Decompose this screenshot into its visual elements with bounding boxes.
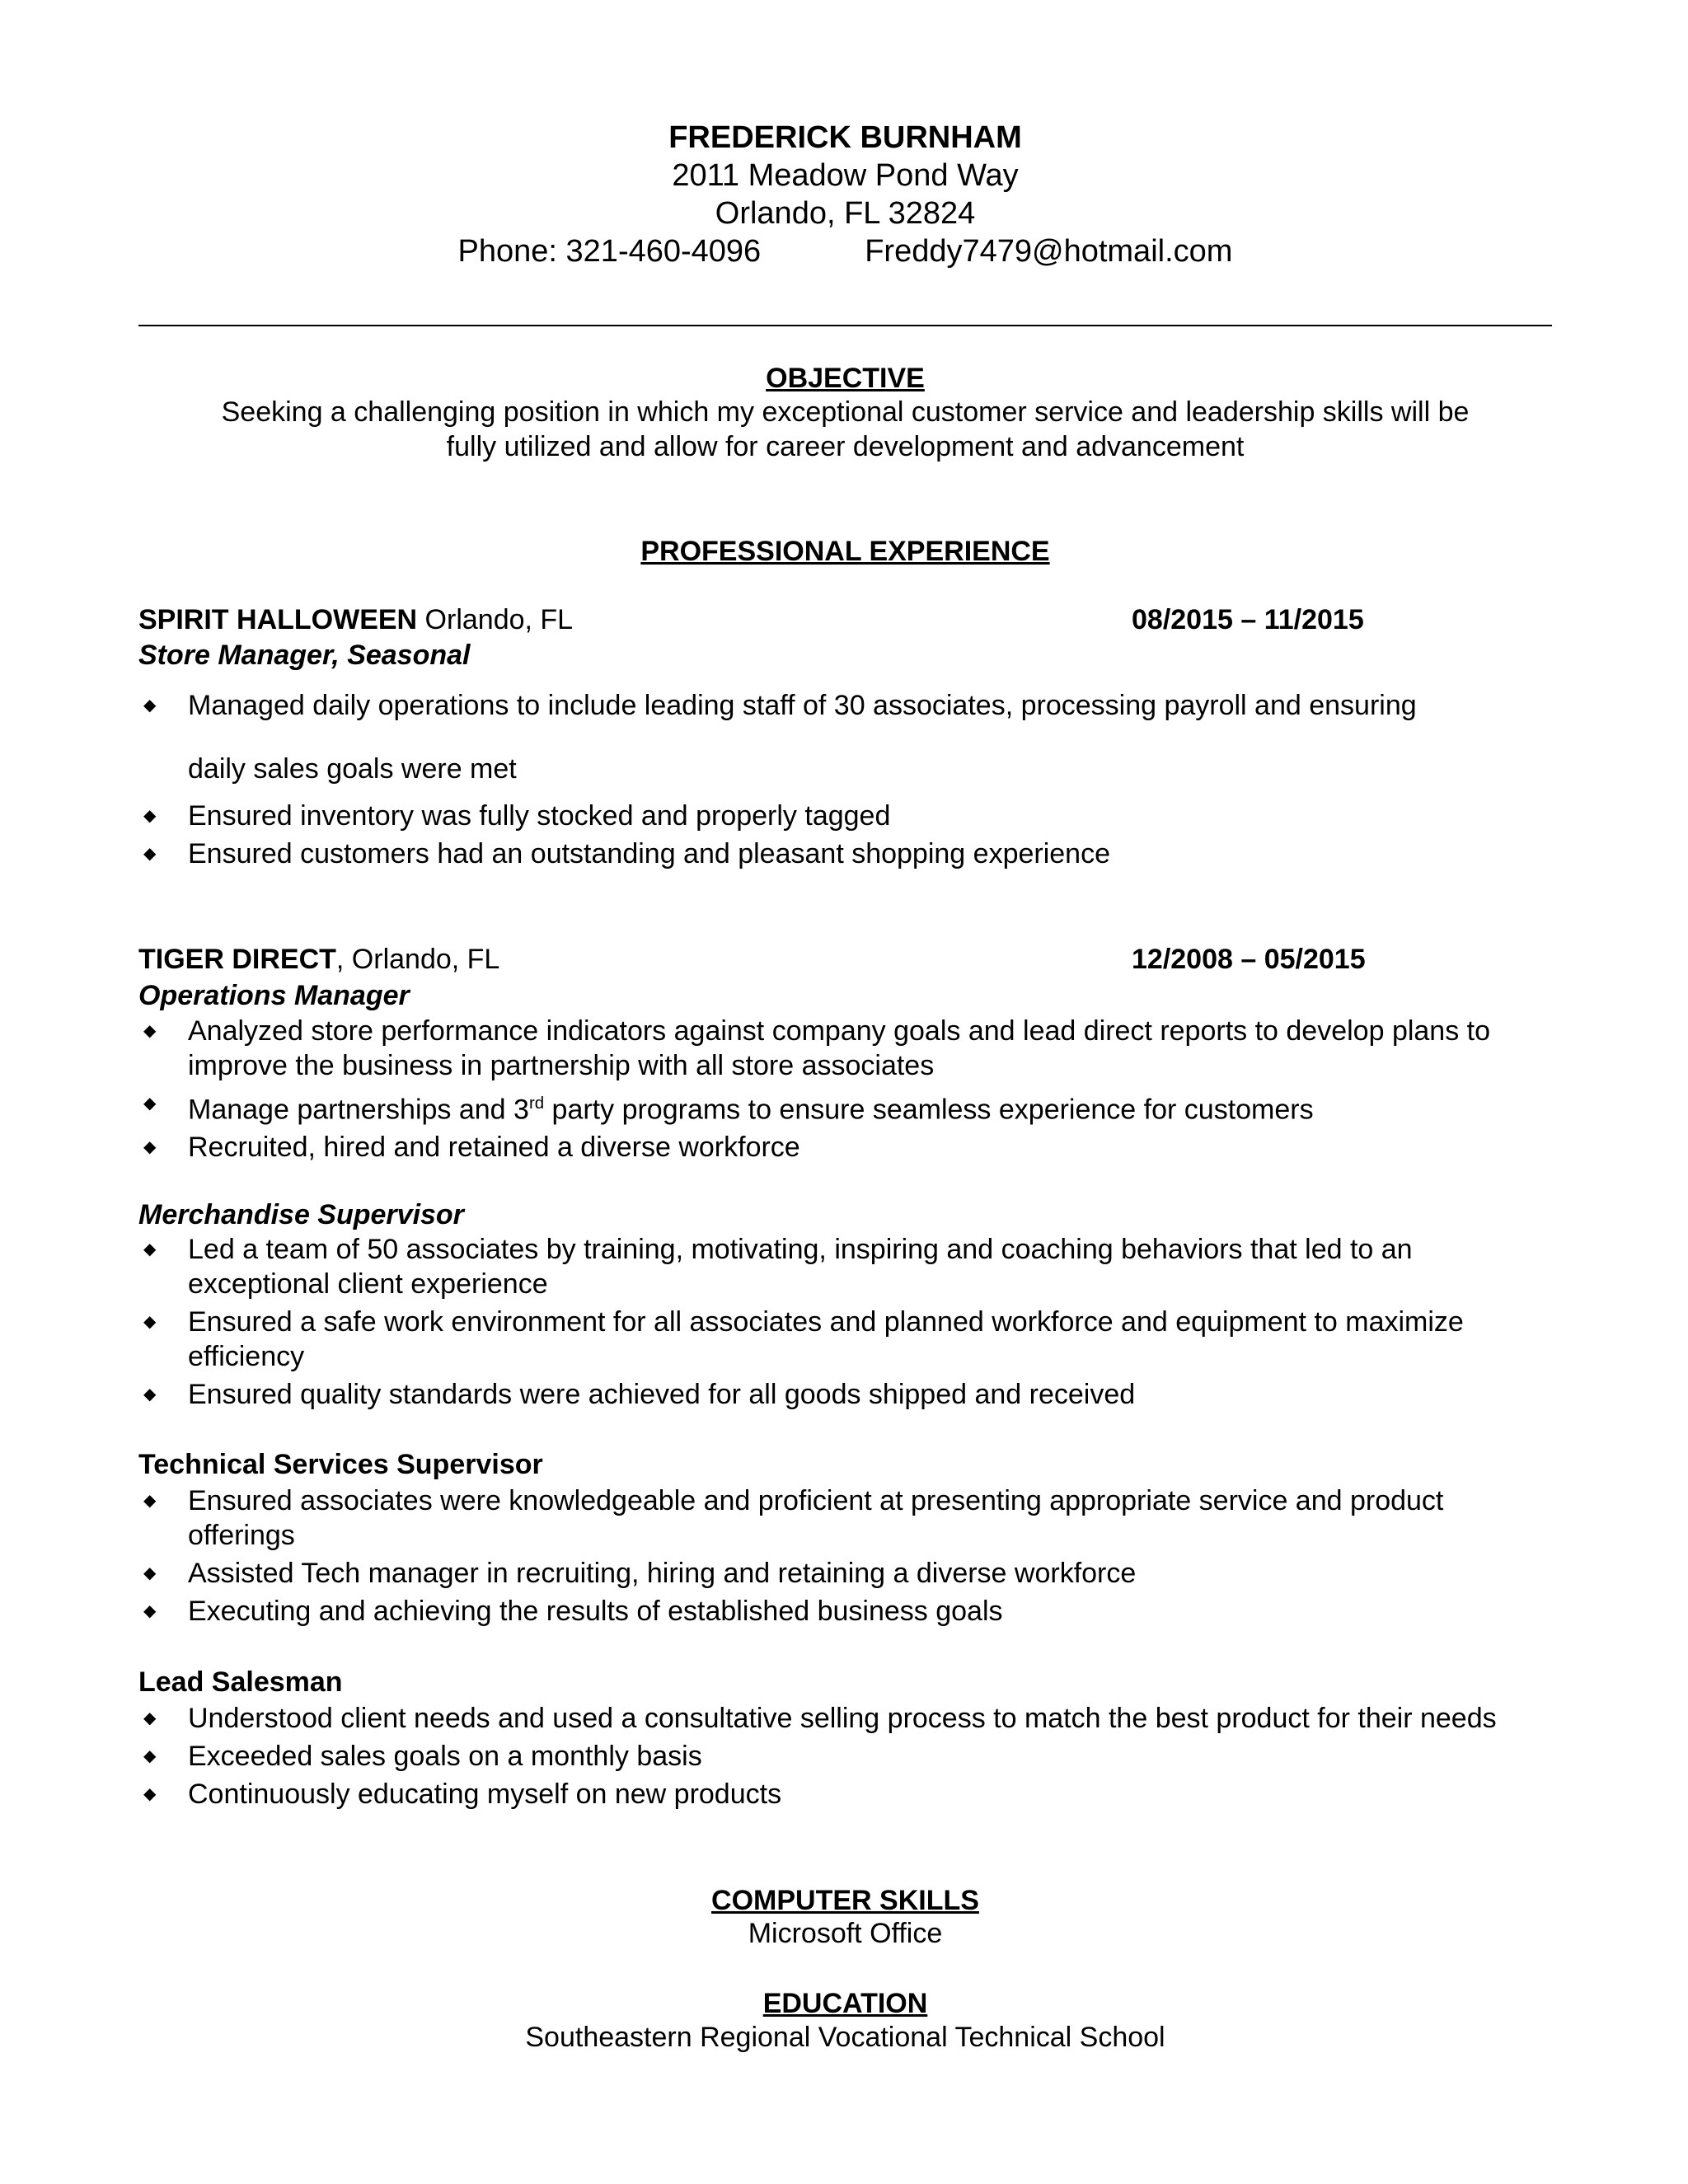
list-item: ◆ Manage partnerships and 3rd party programs to ensure seamless experience for customers xyxy=(138,1086,1552,1127)
address-line-1: 2011 Meadow Pond Way xyxy=(672,158,1019,193)
company-name: TIGER DIRECT xyxy=(138,944,336,975)
diamond-bullet-icon: ◆ xyxy=(143,807,157,825)
technical-services-bullets xyxy=(138,1483,1552,1632)
diamond-bullet-icon: ◆ xyxy=(143,1564,157,1582)
job-title: Store Manager, Seasonal xyxy=(138,640,471,671)
list-item: ◆ Exceeded sales goals on a monthly basis xyxy=(143,1741,702,1772)
phone: Phone: 321-460-4096 xyxy=(457,234,762,269)
diamond-bullet-icon: ◆ xyxy=(143,1313,157,1331)
diamond-bullet-icon: ◆ xyxy=(143,1492,157,1510)
list-item: ◆ Managed daily operations to include leading staff of 30 associates, processing payroll and ensuring xyxy=(143,690,1417,721)
diamond-bullet-icon: ◆ xyxy=(143,1240,157,1258)
list-item: ◆ Continuously educating myself on new products xyxy=(143,1779,782,1810)
education-value: Southeastern Regional Vocational Technical School xyxy=(525,2022,1165,2053)
list-item: ◆ Ensured a safe work environment for all associates and planned workforce and equipment to maximize efficiency xyxy=(143,1306,1464,1372)
computer-skills-heading: COMPUTER SKILLS xyxy=(711,1885,979,1916)
objective-line-2: fully utilized and allow for career development and advancement xyxy=(446,431,1245,462)
education-heading: EDUCATION xyxy=(762,1988,928,2019)
experience-heading: PROFESSIONAL EXPERIENCE xyxy=(640,536,1050,567)
operations-manager-bullets xyxy=(138,1014,1552,1168)
diamond-bullet-icon: ◆ xyxy=(143,1022,157,1040)
company-name: SPIRIT HALLOWEEN xyxy=(138,604,418,635)
computer-skills-value: Microsoft Office xyxy=(748,1918,943,1949)
diamond-bullet-icon: ◆ xyxy=(143,696,157,715)
job-dates: 12/2008 – 05/2015 xyxy=(1132,944,1366,975)
diamond-bullet-icon: ◆ xyxy=(143,1785,157,1803)
lead-salesman-bullets xyxy=(138,1701,1552,1815)
email: Freddy7479@hotmail.com xyxy=(865,234,1233,269)
contact-line xyxy=(138,234,1552,269)
list-item: ◆ Recruited, hired and retained a diverse workforce xyxy=(143,1132,800,1164)
list-item: ◆ Led a team of 50 associates by training, motivating, inspiring and coaching behaviors that led to an exceptional client experience xyxy=(143,1234,1413,1300)
candidate-name: FREDERICK BURNHAM xyxy=(668,120,1022,155)
company-location: Orlando, FL xyxy=(417,604,574,635)
diamond-bullet-icon: ◆ xyxy=(143,1747,157,1765)
list-item: ◆ Assisted Tech manager in recruiting, hiring and retaining a diverse workforce xyxy=(143,1558,1137,1589)
list-item: ◆ Ensured customers had an outstanding and pleasant shopping experience xyxy=(143,838,1110,869)
diamond-bullet-icon: ◆ xyxy=(143,1385,157,1404)
job-dates: 08/2015 – 11/2015 xyxy=(1132,604,1364,635)
diamond-bullet-icon: ◆ xyxy=(143,1602,157,1620)
diamond-bullet-icon: ◆ xyxy=(143,1138,157,1157)
job-tiger-direct-header xyxy=(138,944,1552,976)
role-title-technical-services-supervisor: Technical Services Supervisor xyxy=(138,1449,543,1480)
job-1-bullets xyxy=(138,688,1552,874)
diamond-bullet-icon: ◆ xyxy=(143,1094,157,1113)
list-item: ◆ Ensured inventory was fully stocked and properly tagged xyxy=(143,800,891,832)
company-location: , Orlando, FL xyxy=(335,944,500,975)
objective-text xyxy=(138,395,1552,464)
header-divider xyxy=(138,325,1552,326)
job-spirit-halloween-header xyxy=(138,604,1552,636)
objective-heading: OBJECTIVE xyxy=(766,363,925,394)
list-item: ◆ Ensured quality standards were achieved for all goods shipped and received xyxy=(143,1379,1136,1410)
list-item: ◆ Understood client needs and used a consultative selling process to match the best product for their needs xyxy=(143,1703,1497,1734)
list-item: ◆ Executing and achieving the results of established business goals xyxy=(143,1596,1003,1627)
role-title-operations-manager: Operations Manager xyxy=(138,980,410,1011)
list-item: ◆ Analyzed store performance indicators against company goals and lead direct reports to develop plans to improve the business in partnership with all store associates xyxy=(143,1015,1491,1081)
address-line-2: Orlando, FL 32824 xyxy=(715,196,976,231)
merchandise-supervisor-bullets xyxy=(138,1232,1552,1415)
list-item: daily sales goals were met xyxy=(188,753,517,785)
diamond-bullet-icon: ◆ xyxy=(143,1709,157,1727)
role-title-lead-salesman: Lead Salesman xyxy=(138,1666,343,1698)
list-item: ◆ Ensured associates were knowledgeable and proficient at presenting appropriate service and product offerings xyxy=(143,1485,1444,1551)
objective-line-1: Seeking a challenging position in which my exceptional customer service and leadership skills will be xyxy=(221,396,1470,428)
diamond-bullet-icon: ◆ xyxy=(143,845,157,863)
role-title-merchandise-supervisor: Merchandise Supervisor xyxy=(138,1199,464,1230)
